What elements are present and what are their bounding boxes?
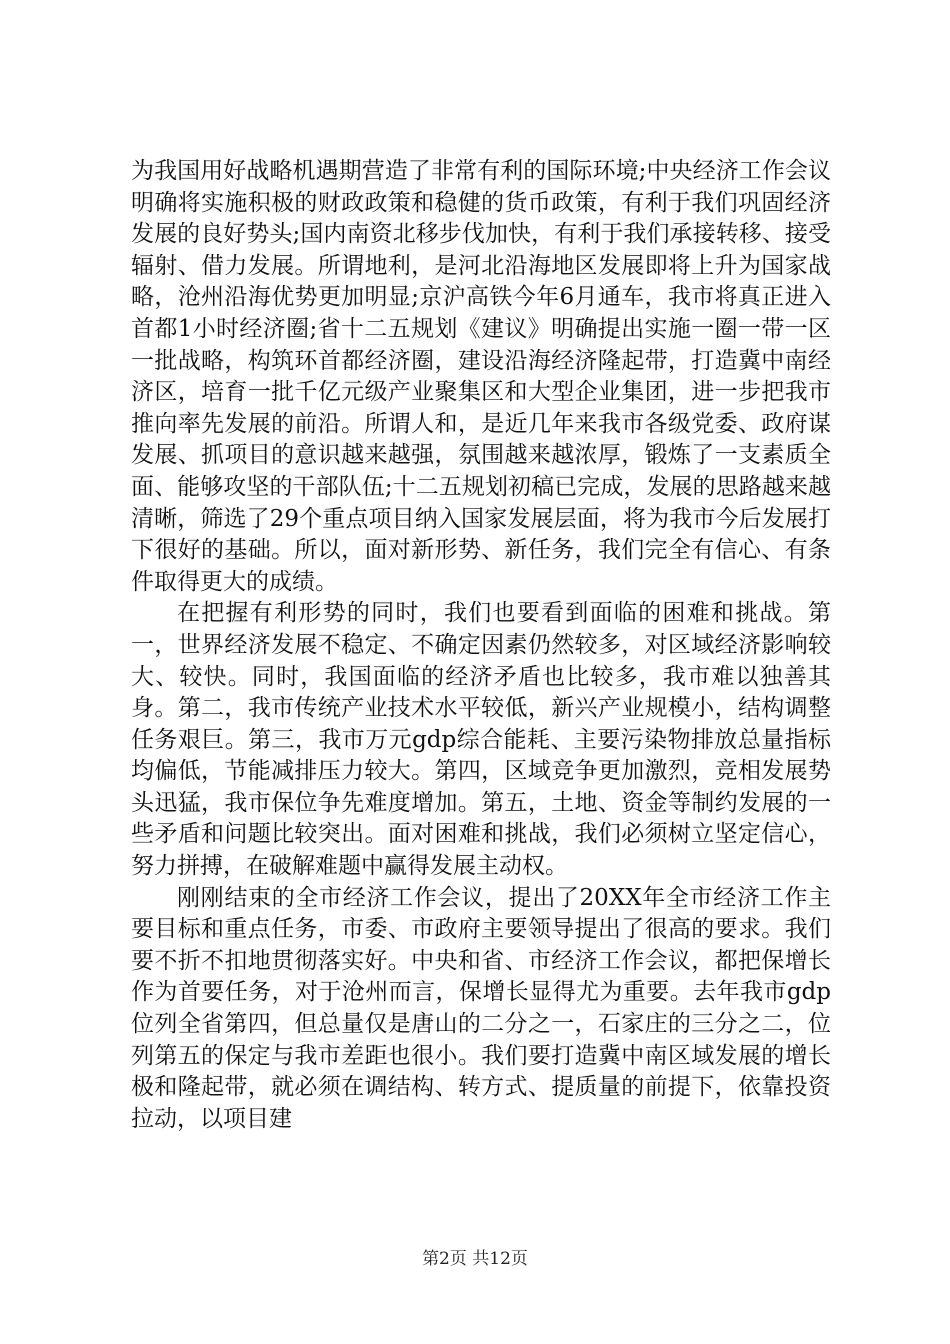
page-number: 第2页 共12页 xyxy=(422,1249,528,1269)
paragraph-3: 刚刚结束的全市经济工作会议，提出了20XX年全市经济工作主要目标和重点任务，市委、市政府主要领导提出了很高的要求。我们要不折不扣地贯彻落实好。中央和省、市经济工作会议，都把保增长作为首要任务，对于沧州而言，保增长显得尤为重要。去年我市gdp位列全省第四，但总量仅是唐山的二分之一，石家庄的三分之二，位列第五的保定与我市差距也很小。我们要打造冀中南区域发展的增长极和隆起带，就必须在调结构、转方式、提质量的前提下，依靠投资拉动，以项目建 xyxy=(131,884,831,1132)
paragraph-2: 在把握有利形势的同时，我们也要看到面临的困难和挑战。第一，世界经济发展不稳定、不确定因素仍然较多，对区域经济影响较大、较快。同时，我国面临的经济矛盾也比较多，我市难以独善其身。第二，我市传统产业技术水平较低，新兴产业规模小，结构调整任务艰巨。第三，我市万元gdp综合能耗、主要污染物排放总量指标均偏低，节能减排压力较大。第四，区域竞争更加激烈，竞相发展势头迅猛，我市保位争先难度增加。第五，土地、资金等制约发展的一些矛盾和问题比较突出。面对困难和挑战，我们必须树立坚定信心，努力拼搏，在破解难题中赢得发展主动权。 xyxy=(131,600,831,880)
page-footer xyxy=(0,1244,950,1269)
document-body xyxy=(131,156,831,1135)
paragraph-1: 为我国用好战略机遇期营造了非常有利的国际环境;中央经济工作会议明确将实施积极的财政政策和稳健的货币政策，有利于我们巩固经济发展的良好势头;国内南资北移步伐加快，有利于我们承接转移、接受辐射、借力发展。所谓地利，是河北沿海地区发展即将上升为国家战略，沧州沿海优势更加明显;京沪高铁今年6月通车，我市将真正进入首都1小时经济圈;省十二五规划《建议》明确提出实施一圈一带一区一批战略，构筑环首都经济圈，建设沿海经济隆起带，打造冀中南经济区，培育一批千亿元级产业聚集区和大型企业集团，进一步把我市推向率先发展的前沿。所谓人和，是近几年来我市各级党委、政府谋发展、抓项目的意识越来越强，氛围越来越浓厚，锻炼了一支素质全面、能够攻坚的干部队伍;十二五规划初稿已完成，发展的思路越来越清晰，筛选了29个重点项目纳入国家发展层面，将为我市今后发展打下很好的基础。所以，面对新形势、新任务，我们完全有信心、有条件取得更大的成绩。 xyxy=(131,158,831,595)
